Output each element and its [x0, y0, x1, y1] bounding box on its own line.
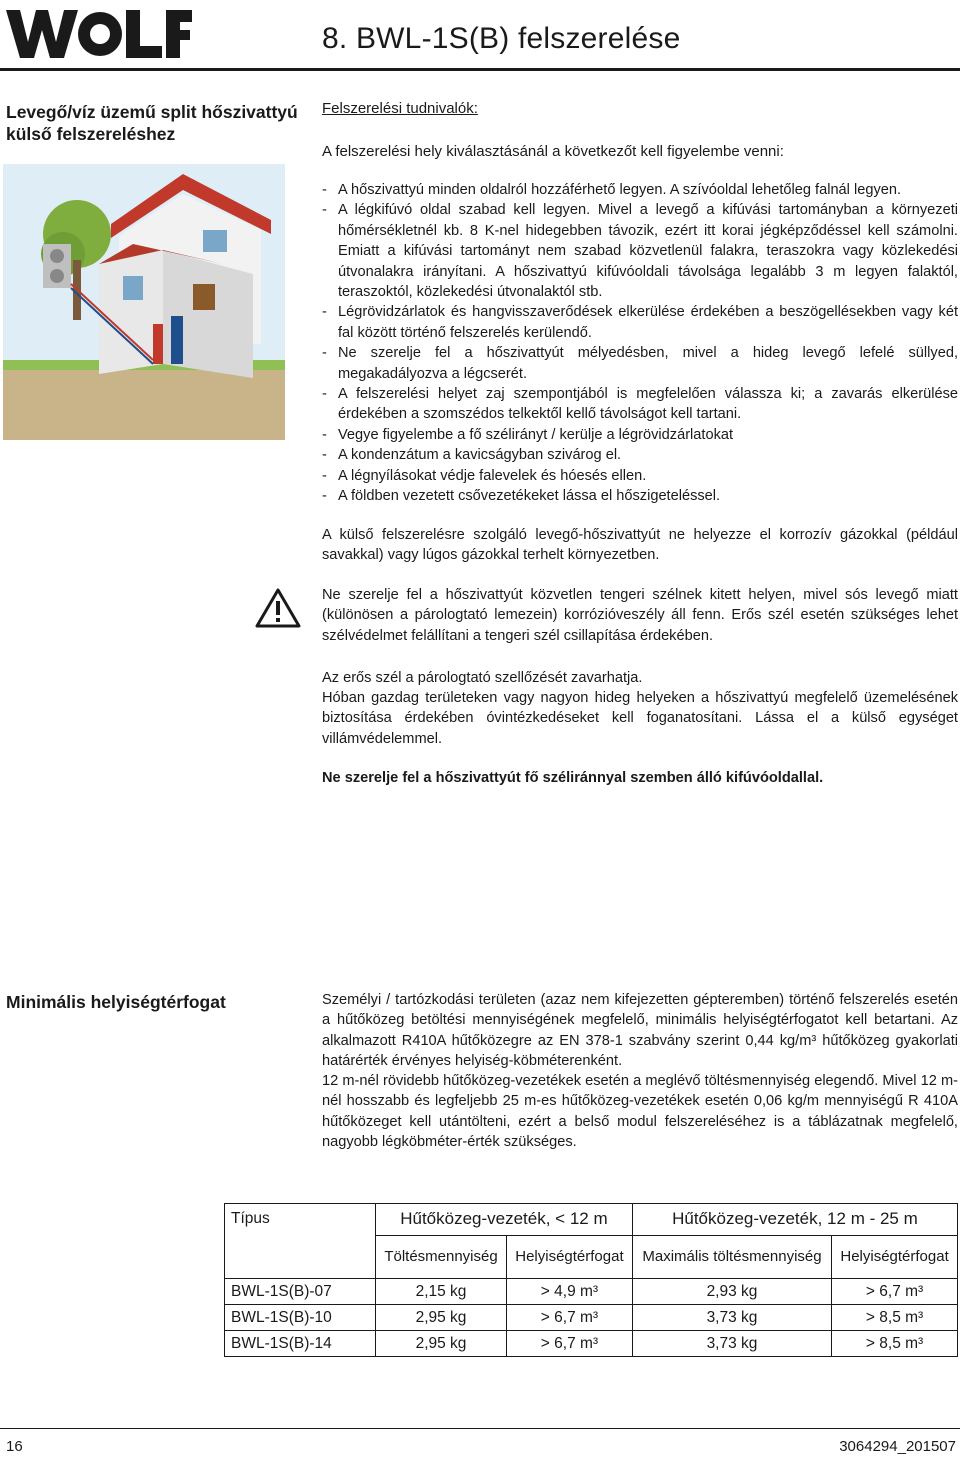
- sea-wind-warning-paragraph: Ne szerelje fel a hőszivattyút közvetlen tengeri szélnek kitett helyen, mivel sós levegő miatt (különösen a párologtató lemezein) korrózióveszély áll fenn. Erős szél esetén szükséges lehet szélvédelmet felállítani a tengeri szél csillapítása érdekében.: [322, 587, 958, 644]
- table-cell: > 6,7 m³: [507, 1305, 633, 1331]
- table-cell-type: BWL-1S(B)-10: [225, 1305, 376, 1331]
- list-item: - Légrövidzárlatok és hangvisszaverődések elkerülése érdekében a beszögellésekben vagy két fal között történő felszerelés kerülendő.: [322, 302, 958, 343]
- intro-text: A felszerelési hely kiválasztásánál a következőt kell figyelembe venni:: [322, 143, 784, 160]
- strong-wind-paragraph: Az erős szél a párologtató szellőzését zavarhatja.: [322, 670, 643, 686]
- table-subheader: Töltésmennyiség: [376, 1235, 507, 1278]
- table-cell-type: BWL-1S(B)-14: [225, 1331, 376, 1357]
- table-cell: > 4,9 m³: [507, 1279, 633, 1305]
- wolf-logo: [4, 6, 192, 62]
- warning-icon: [255, 588, 301, 628]
- table-row: [225, 1305, 958, 1331]
- snow-paragraph: Hóban gazdag területeken vagy nagyon hideg helyeken a hőszivattyú megfelelő üzemelésének biztosítása érdekében óvintézkedéseket kell foganatosítani. Lássa el a külső egységet villámvédelemmel.: [322, 690, 958, 747]
- header-rule: [0, 68, 960, 71]
- table-subheader: Helyiségtérfogat: [832, 1235, 958, 1278]
- section-side-heading: Levegő/víz üzemű split hőszivattyú külső felszereléshez: [6, 102, 298, 144]
- table-cell: 3,73 kg: [632, 1331, 831, 1357]
- main-wind-note: Ne szerelje fel a hőszivattyút fő széliránnyal szemben álló kifúvóoldallal.: [322, 770, 824, 786]
- list-item: - A légkifúvó oldal szabad kell legyen. Mivel a levegő a kifúvási tartományban a környezeti hőmérsékletnél kb. 8 K-nel hidegebben távozik, ezért itt korai jégképződéssel kell számolni. Emiatt a kifúvási tartományt nem szabad közvetlenül falakra, teraszokra vagy közlekedési útvonalakra irányítani. A hőszivattyú kifúvóoldali távolsága legalább 3 m legyen falaktól, teraszoktól, közlekedési útvonalaktól stb.: [322, 200, 958, 302]
- table-cell: 2,95 kg: [376, 1331, 507, 1357]
- table-cell: 2,93 kg: [632, 1279, 831, 1305]
- table-header-type: Típus: [225, 1204, 376, 1279]
- refrigerant-table: [224, 1203, 958, 1357]
- min-volume-heading: Minimális helyiségtérfogat: [6, 992, 226, 1012]
- table-cell-type: BWL-1S(B)-07: [225, 1279, 376, 1305]
- list-item: - Ne szerelje fel a hőszivattyút mélyedésben, mivel a hideg levegő lefelé süllyed, megakadályozva a légcserét.: [322, 343, 958, 384]
- table-cell: > 6,7 m³: [832, 1279, 958, 1305]
- list-item: - A légnyílásokat védje falevelek és hóesés ellen.: [322, 466, 958, 486]
- installation-bullet-list: [322, 180, 958, 507]
- list-item: - Vegye figyelembe a fő szélirányt / kerülje a légrövidzárlatokat: [322, 425, 958, 445]
- house-illustration: [3, 164, 285, 440]
- table-row: [225, 1279, 958, 1305]
- table-cell: 2,95 kg: [376, 1305, 507, 1331]
- table-cell: > 6,7 m³: [507, 1331, 633, 1357]
- min-volume-paragraph-1: Személyi / tartózkodási területen (azaz nem kifejezetten gépteremben) történő felszerelés esetén a hűtőközeg betöltési mennyiségének megfelelő, minimális helyiségtérfogatot kell betartani. Az alkalmazott R410A hűtőközegre az EN 378-1 szabvány szerint 0,44 kg/m³ hűtőközeg gyakorlati határérték érvényes helyiség-köbméterenként.: [322, 992, 958, 1070]
- list-item: - A kondenzátum a kavicságyban szivárog el.: [322, 445, 958, 465]
- table-header-group-1: Hűtőközeg-vezeték, < 12 m: [376, 1204, 633, 1236]
- min-volume-paragraph-2: 12 m-nél rövidebb hűtőközeg-vezetékek esetén a meglévő töltésmennyiség elegendő. Mivel 12 m-nél hosszabb és legfeljebb 25 m-es hűtőközeg-vezetékek esetén 0,06 kg/m mennyiségű R 410A hűtőközeget kell utántölteni, ezért a belső modul felszereléséhez is a táblázatnak megfelelő, nagyobb légköbméter-érték szükséges.: [322, 1073, 958, 1151]
- table-row: [225, 1331, 958, 1357]
- list-item: - A földben vezetett csővezetékeket lássa el hőszigeteléssel.: [322, 486, 958, 506]
- page-number: 16: [6, 1438, 23, 1455]
- table-cell: 3,73 kg: [632, 1305, 831, 1331]
- list-item: - A hőszivattyú minden oldalról hozzáférhető legyen. A szívóoldal lehetőleg falnál legyen.: [322, 180, 958, 200]
- page-title: 8. BWL-1S(B) felszerelése: [322, 22, 681, 55]
- table-subheader: Helyiségtérfogat: [507, 1235, 633, 1278]
- table-subheader: Maximális töltésmennyiség: [632, 1235, 831, 1278]
- document-number: 3064294_201507: [839, 1438, 956, 1455]
- subheading: Felszerelési tudnivalók:: [322, 100, 478, 117]
- table-cell: > 8,5 m³: [832, 1331, 958, 1357]
- list-item: - A felszerelési helyet zaj szempontjából is megfelelően válassza ki; a zavarás elkerülése érdekében a szomszédos telkektől kellő távolságot kell tartani.: [322, 384, 958, 425]
- footer-rule: [0, 1428, 960, 1429]
- corrosive-gas-paragraph: A külső felszerelésre szolgáló levegő-hőszivattyút ne helyezze el korrozív gázokkal (például savakkal) vagy lúgos gázokkal terhelt környezetben.: [322, 527, 958, 564]
- table-cell: > 8,5 m³: [832, 1305, 958, 1331]
- table-header-group-2: Hűtőközeg-vezeték, 12 m - 25 m: [632, 1204, 957, 1236]
- table-cell: 2,15 kg: [376, 1279, 507, 1305]
